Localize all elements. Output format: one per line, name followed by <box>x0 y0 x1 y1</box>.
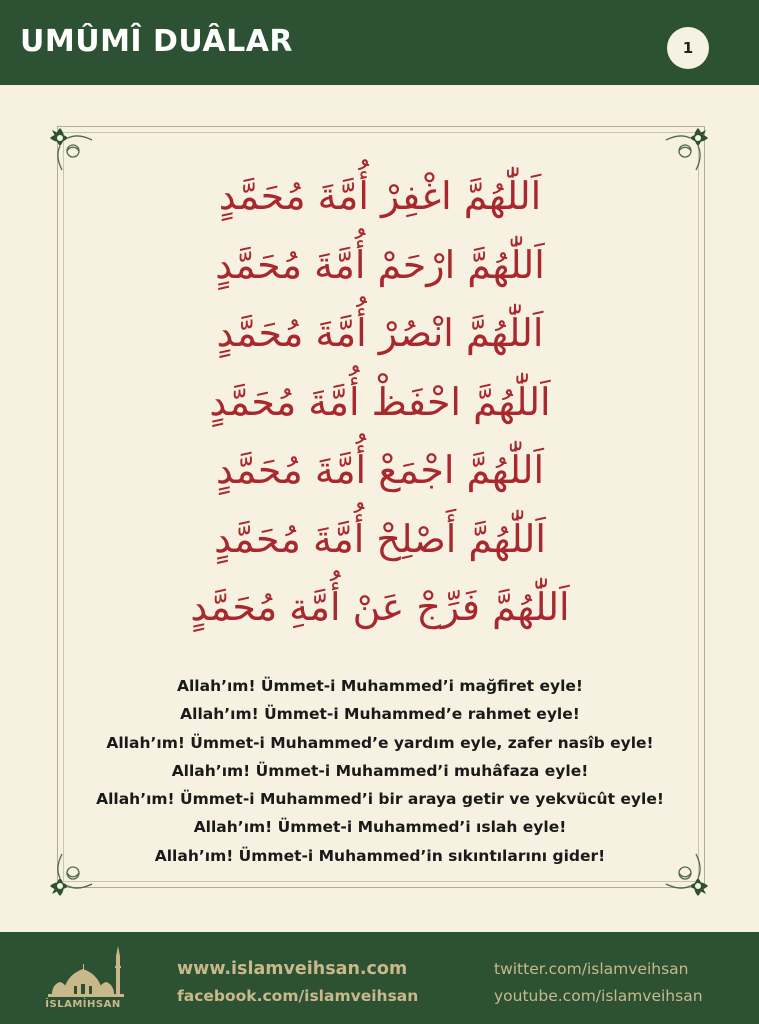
corner-ornament-icon <box>46 124 96 174</box>
translation-line: Allah’ım! Ümmet-i Muhammed’in sıkıntılarını gider! <box>154 846 606 865</box>
logo-wordmark: İSLAMİHSAN <box>45 999 121 1010</box>
arabic-prayer-line: اَللّٰهُمَّ اغْفِرْ أُمَّةَ مُحَمَّدٍ <box>218 174 542 218</box>
website-link[interactable]: www.islamveihsan.com <box>177 959 408 979</box>
translation-line: Allah’ım! Ümmet-i Muhammed’i ıslah eyle! <box>193 818 567 837</box>
facebook-link[interactable]: facebook.com/islamveihsan <box>177 987 419 1005</box>
youtube-link[interactable]: youtube.com/islamveihsan <box>494 987 703 1005</box>
arabic-prayer-line: اَللّٰهُمَّ فَرِّجْ عَنْ أُمَّةِ مُحَمَّدٍ <box>190 585 570 629</box>
arabic-prayer-line: اَللّٰهُمَّ انْصُرْ أُمَّةَ مُحَمَّدٍ <box>216 311 544 355</box>
header-bar <box>0 0 759 85</box>
arabic-prayer-list <box>90 162 670 642</box>
arabic-prayer-line: اَللّٰهُمَّ ارْحَمْ أُمَّةَ مُحَمَّدٍ <box>215 242 545 287</box>
page-title: UMÛMÎ DUÂLAR <box>20 24 294 59</box>
translation-list <box>40 672 720 870</box>
page-number-badge: 1 <box>667 27 709 69</box>
mosque-logo-icon <box>38 942 128 1000</box>
translation-line: Allah’ım! Ümmet-i Muhammed’e rahmet eyle! <box>180 705 580 724</box>
footer-bar <box>0 932 759 1024</box>
arabic-prayer-line: اَللّٰهُمَّ احْفَظْ أُمَّةَ مُحَمَّدٍ <box>209 379 551 424</box>
twitter-link[interactable]: twitter.com/islamveihsan <box>494 960 689 978</box>
translation-line: Allah’ım! Ümmet-i Muhammed’i muhâfaza eyle! <box>171 761 589 780</box>
arabic-prayer-line: اَللّٰهُمَّ اجْمَعْ أُمَّةَ مُحَمَّدٍ <box>215 448 545 492</box>
translation-line: Allah’ım! Ümmet-i Muhammed’i bir araya getir ve yekvücût eyle! <box>96 790 664 809</box>
site-logo[interactable] <box>38 942 128 1016</box>
arabic-prayer-line: اَللّٰهُمَّ أَصْلِحْ أُمَّةَ مُحَمَّدٍ <box>214 516 546 561</box>
translation-line: Allah’ım! Ümmet-i Muhammed’i mağfiret eyle! <box>176 677 583 695</box>
translation-line: Allah’ım! Ümmet-i Muhammed’e yardım eyle, zafer nasîb eyle! <box>106 733 654 752</box>
